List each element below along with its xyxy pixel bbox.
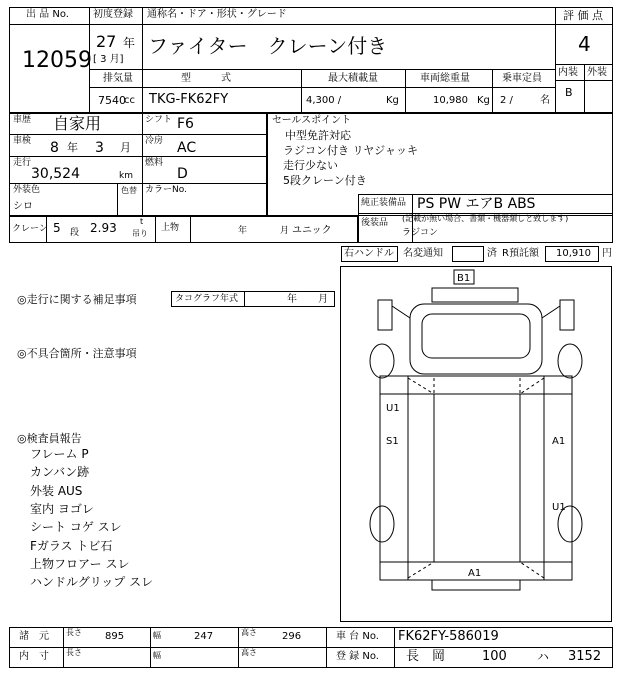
divider bbox=[89, 69, 90, 113]
evaluation-score: 4 bbox=[578, 32, 591, 56]
gross-weight-value: 10,980 bbox=[433, 95, 468, 106]
ac-label: 冷房 bbox=[145, 136, 164, 146]
exterior-color-value: シロ bbox=[13, 201, 33, 212]
cargo-bed bbox=[380, 376, 572, 580]
windshield bbox=[422, 314, 530, 358]
inspector-item: フレーム P bbox=[30, 447, 89, 461]
divider bbox=[394, 627, 395, 668]
left-mirror bbox=[378, 300, 392, 330]
max-load-value: 4,300 / bbox=[306, 95, 342, 106]
wheel bbox=[558, 344, 582, 378]
inspector-item: 室内 ヨゴレ bbox=[30, 502, 94, 516]
common-name-label: 通称名・ドア・形状・グレード bbox=[147, 9, 287, 20]
damage-mark-b1: B1 bbox=[457, 273, 471, 284]
damage-mark-u1-left: U1 bbox=[386, 403, 400, 414]
plate-number: 3152 bbox=[568, 649, 602, 664]
body-month-unit: 月 bbox=[280, 226, 290, 236]
plate-class: 100 bbox=[482, 649, 507, 664]
plate-kana: ハ bbox=[537, 650, 550, 664]
divider bbox=[9, 156, 267, 157]
sales-point-item: 走行少ない bbox=[283, 159, 338, 172]
body-year-unit: 年 bbox=[238, 226, 248, 236]
divider bbox=[89, 69, 555, 70]
supplement-title: ◎走行に関する補足事項 bbox=[17, 293, 137, 306]
exterior-label: 外装 bbox=[587, 67, 607, 78]
inspector-item: 上物フロアー スレ bbox=[30, 557, 130, 571]
crane-capacity: 2.93 bbox=[90, 221, 117, 235]
cab-roof bbox=[432, 288, 518, 302]
interior-grade: B bbox=[565, 86, 573, 99]
inspector-title: ◎検査員報告 bbox=[17, 432, 82, 445]
truck-diagram bbox=[340, 266, 612, 622]
length-value: 895 bbox=[105, 631, 125, 642]
tachograph-year: 年 bbox=[287, 294, 297, 305]
crane-stage-unit: 段 bbox=[70, 228, 80, 238]
divider bbox=[190, 216, 191, 243]
inspector-item: 外装 AUS bbox=[30, 484, 83, 498]
recycle-deposit-value: 10,910 bbox=[556, 248, 591, 259]
rear-bumper bbox=[432, 580, 520, 590]
divider bbox=[89, 87, 555, 88]
name-change-label: 名変通知 bbox=[403, 248, 443, 259]
divider bbox=[492, 69, 493, 113]
tachograph-month: 月 bbox=[318, 294, 328, 305]
handle-value: 右ハンドル bbox=[344, 248, 394, 259]
inspector-item: カンバン跡 bbox=[30, 465, 90, 479]
crane-capacity-unit-t: t bbox=[140, 217, 144, 226]
length-label: 長さ bbox=[66, 628, 82, 637]
inspection-year: 8 bbox=[50, 140, 59, 156]
height-value: 296 bbox=[282, 631, 302, 642]
divider bbox=[142, 113, 143, 216]
crane-label: クレーン bbox=[12, 224, 48, 234]
divider bbox=[9, 647, 613, 648]
wheel bbox=[370, 344, 394, 378]
plate-label: 登 録 No. bbox=[336, 651, 379, 662]
divider bbox=[301, 69, 302, 113]
exterior-color-label: 外装色 bbox=[13, 185, 41, 195]
plate-region: 長 岡 bbox=[406, 649, 446, 664]
inspection-label: 車検 bbox=[13, 136, 32, 146]
inspection-month: 3 bbox=[95, 140, 104, 156]
seating-capacity: 2 / bbox=[500, 95, 513, 106]
divider bbox=[555, 7, 556, 113]
wheel bbox=[370, 506, 394, 542]
sales-point-item: 中型免許対応 bbox=[285, 129, 351, 142]
model-label: 型 式 bbox=[181, 73, 231, 84]
inspector-item: シート コゲ スレ bbox=[30, 520, 122, 534]
registration-year: 27 bbox=[96, 32, 117, 51]
interior-label: 内装 bbox=[558, 67, 578, 78]
width-value: 247 bbox=[194, 631, 214, 642]
score-label: 評 価 点 bbox=[563, 9, 603, 22]
divider bbox=[244, 291, 245, 307]
recycle-deposit-unit: 円 bbox=[602, 248, 612, 259]
chassis-label: 車 台 No. bbox=[336, 631, 379, 642]
divider bbox=[584, 64, 585, 113]
tachograph-label: タコグラフ年式 bbox=[175, 294, 239, 304]
sales-points-title: セールスポイント bbox=[272, 115, 352, 126]
divider bbox=[238, 627, 239, 668]
fuel-label: 燃料 bbox=[145, 158, 164, 168]
crane-stage: 5 bbox=[53, 221, 61, 235]
registration-month: [ 3 月] bbox=[93, 54, 124, 65]
name-change-mark: 済 bbox=[487, 248, 497, 259]
inner-dimensions-label: 内 寸 bbox=[19, 651, 49, 662]
damage-mark-s1-left: S1 bbox=[386, 436, 399, 447]
divider bbox=[63, 627, 64, 668]
inspector-item: Fガラス トビ石 bbox=[30, 539, 113, 553]
body-label: 上物 bbox=[161, 223, 180, 233]
inner-length-label: 長さ bbox=[66, 648, 82, 657]
inner-height-label: 高さ bbox=[241, 648, 257, 657]
displacement-unit: cc bbox=[124, 95, 135, 106]
gross-weight-label: 車両総重量 bbox=[420, 73, 470, 84]
color-no-label: カラーNo. bbox=[145, 185, 187, 195]
inspection-year-unit: 年 bbox=[67, 141, 78, 154]
details-frame bbox=[9, 113, 267, 216]
inspector-item: ハンドルグリップ スレ bbox=[30, 575, 154, 589]
divider bbox=[117, 183, 118, 216]
divider bbox=[9, 183, 267, 184]
usage-value: 自家用 bbox=[53, 114, 102, 133]
gross-weight-unit: Kg bbox=[477, 95, 490, 106]
aftermarket-label: 後装品 bbox=[361, 218, 389, 228]
specs-label: 諸 元 bbox=[19, 631, 49, 642]
lot-no-label: 出 品 No. bbox=[26, 9, 69, 20]
sales-point-item: 5段クレーン付き bbox=[283, 174, 367, 187]
capacity-label: 乗車定員 bbox=[502, 73, 542, 84]
height-label: 高さ bbox=[241, 628, 257, 637]
aftermarket-note: (記載が無い場合、書類・機器類しと致します) bbox=[402, 214, 569, 223]
year-unit: 年 bbox=[123, 36, 136, 50]
max-load-unit: Kg bbox=[386, 95, 399, 106]
body-maker: ユニック bbox=[292, 225, 332, 236]
max-load-label: 最大積載量 bbox=[328, 73, 378, 84]
usage-label: 車歴 bbox=[13, 115, 32, 125]
width-label: 幅 bbox=[153, 631, 161, 640]
sales-point-item: ラジコン付き リヤジャッキ bbox=[283, 144, 418, 157]
color-change-label: 色替 bbox=[121, 186, 137, 195]
fuel-value: D bbox=[177, 166, 188, 182]
crane-capacity-unit: 吊り bbox=[132, 229, 148, 238]
cargo-floor bbox=[434, 394, 520, 562]
damage-mark-a1-bottom: A1 bbox=[468, 568, 482, 579]
divider bbox=[555, 24, 613, 25]
shift-label: シフト bbox=[145, 115, 173, 125]
model-code: TKG-FK62FY bbox=[149, 92, 229, 107]
standard-equipment-label: 純正装備品 bbox=[361, 198, 407, 208]
divider bbox=[326, 627, 327, 668]
divider bbox=[150, 627, 151, 668]
divider bbox=[155, 216, 156, 243]
defects-title: ◎不具合箇所・注意事項 bbox=[17, 347, 137, 360]
mileage-value: 30,524 bbox=[31, 166, 80, 182]
divider bbox=[405, 69, 406, 113]
mileage-unit: km bbox=[119, 171, 133, 181]
displacement-value: 7540 bbox=[98, 94, 126, 107]
lot-number: 12059 bbox=[22, 48, 92, 73]
inner-width-label: 幅 bbox=[153, 651, 161, 660]
damage-mark-a1-right: A1 bbox=[552, 436, 566, 447]
aftermarket-value: ラジコン bbox=[402, 228, 439, 238]
mileage-label: 走行 bbox=[13, 158, 32, 168]
chassis-number: FK62FY-586019 bbox=[398, 629, 499, 644]
divider bbox=[142, 7, 143, 113]
displacement-label: 排気量 bbox=[103, 73, 133, 84]
shift-value: F6 bbox=[177, 116, 194, 132]
divider bbox=[9, 134, 267, 135]
name-change-box bbox=[452, 246, 484, 262]
divider bbox=[9, 24, 555, 25]
first-registration-label: 初度登録 bbox=[93, 9, 133, 20]
inspection-month-unit: 月 bbox=[120, 141, 131, 154]
damage-mark-u1-right: U1 bbox=[552, 502, 566, 513]
recycle-deposit-label: R預託額 bbox=[502, 248, 539, 259]
capacity-unit: 名 bbox=[540, 95, 550, 106]
right-mirror bbox=[560, 300, 574, 330]
standard-equipment-value: PS PW エアB ABS bbox=[417, 196, 536, 212]
car-name: ファイター クレーン付き bbox=[148, 34, 388, 58]
ac-value: AC bbox=[177, 140, 197, 156]
